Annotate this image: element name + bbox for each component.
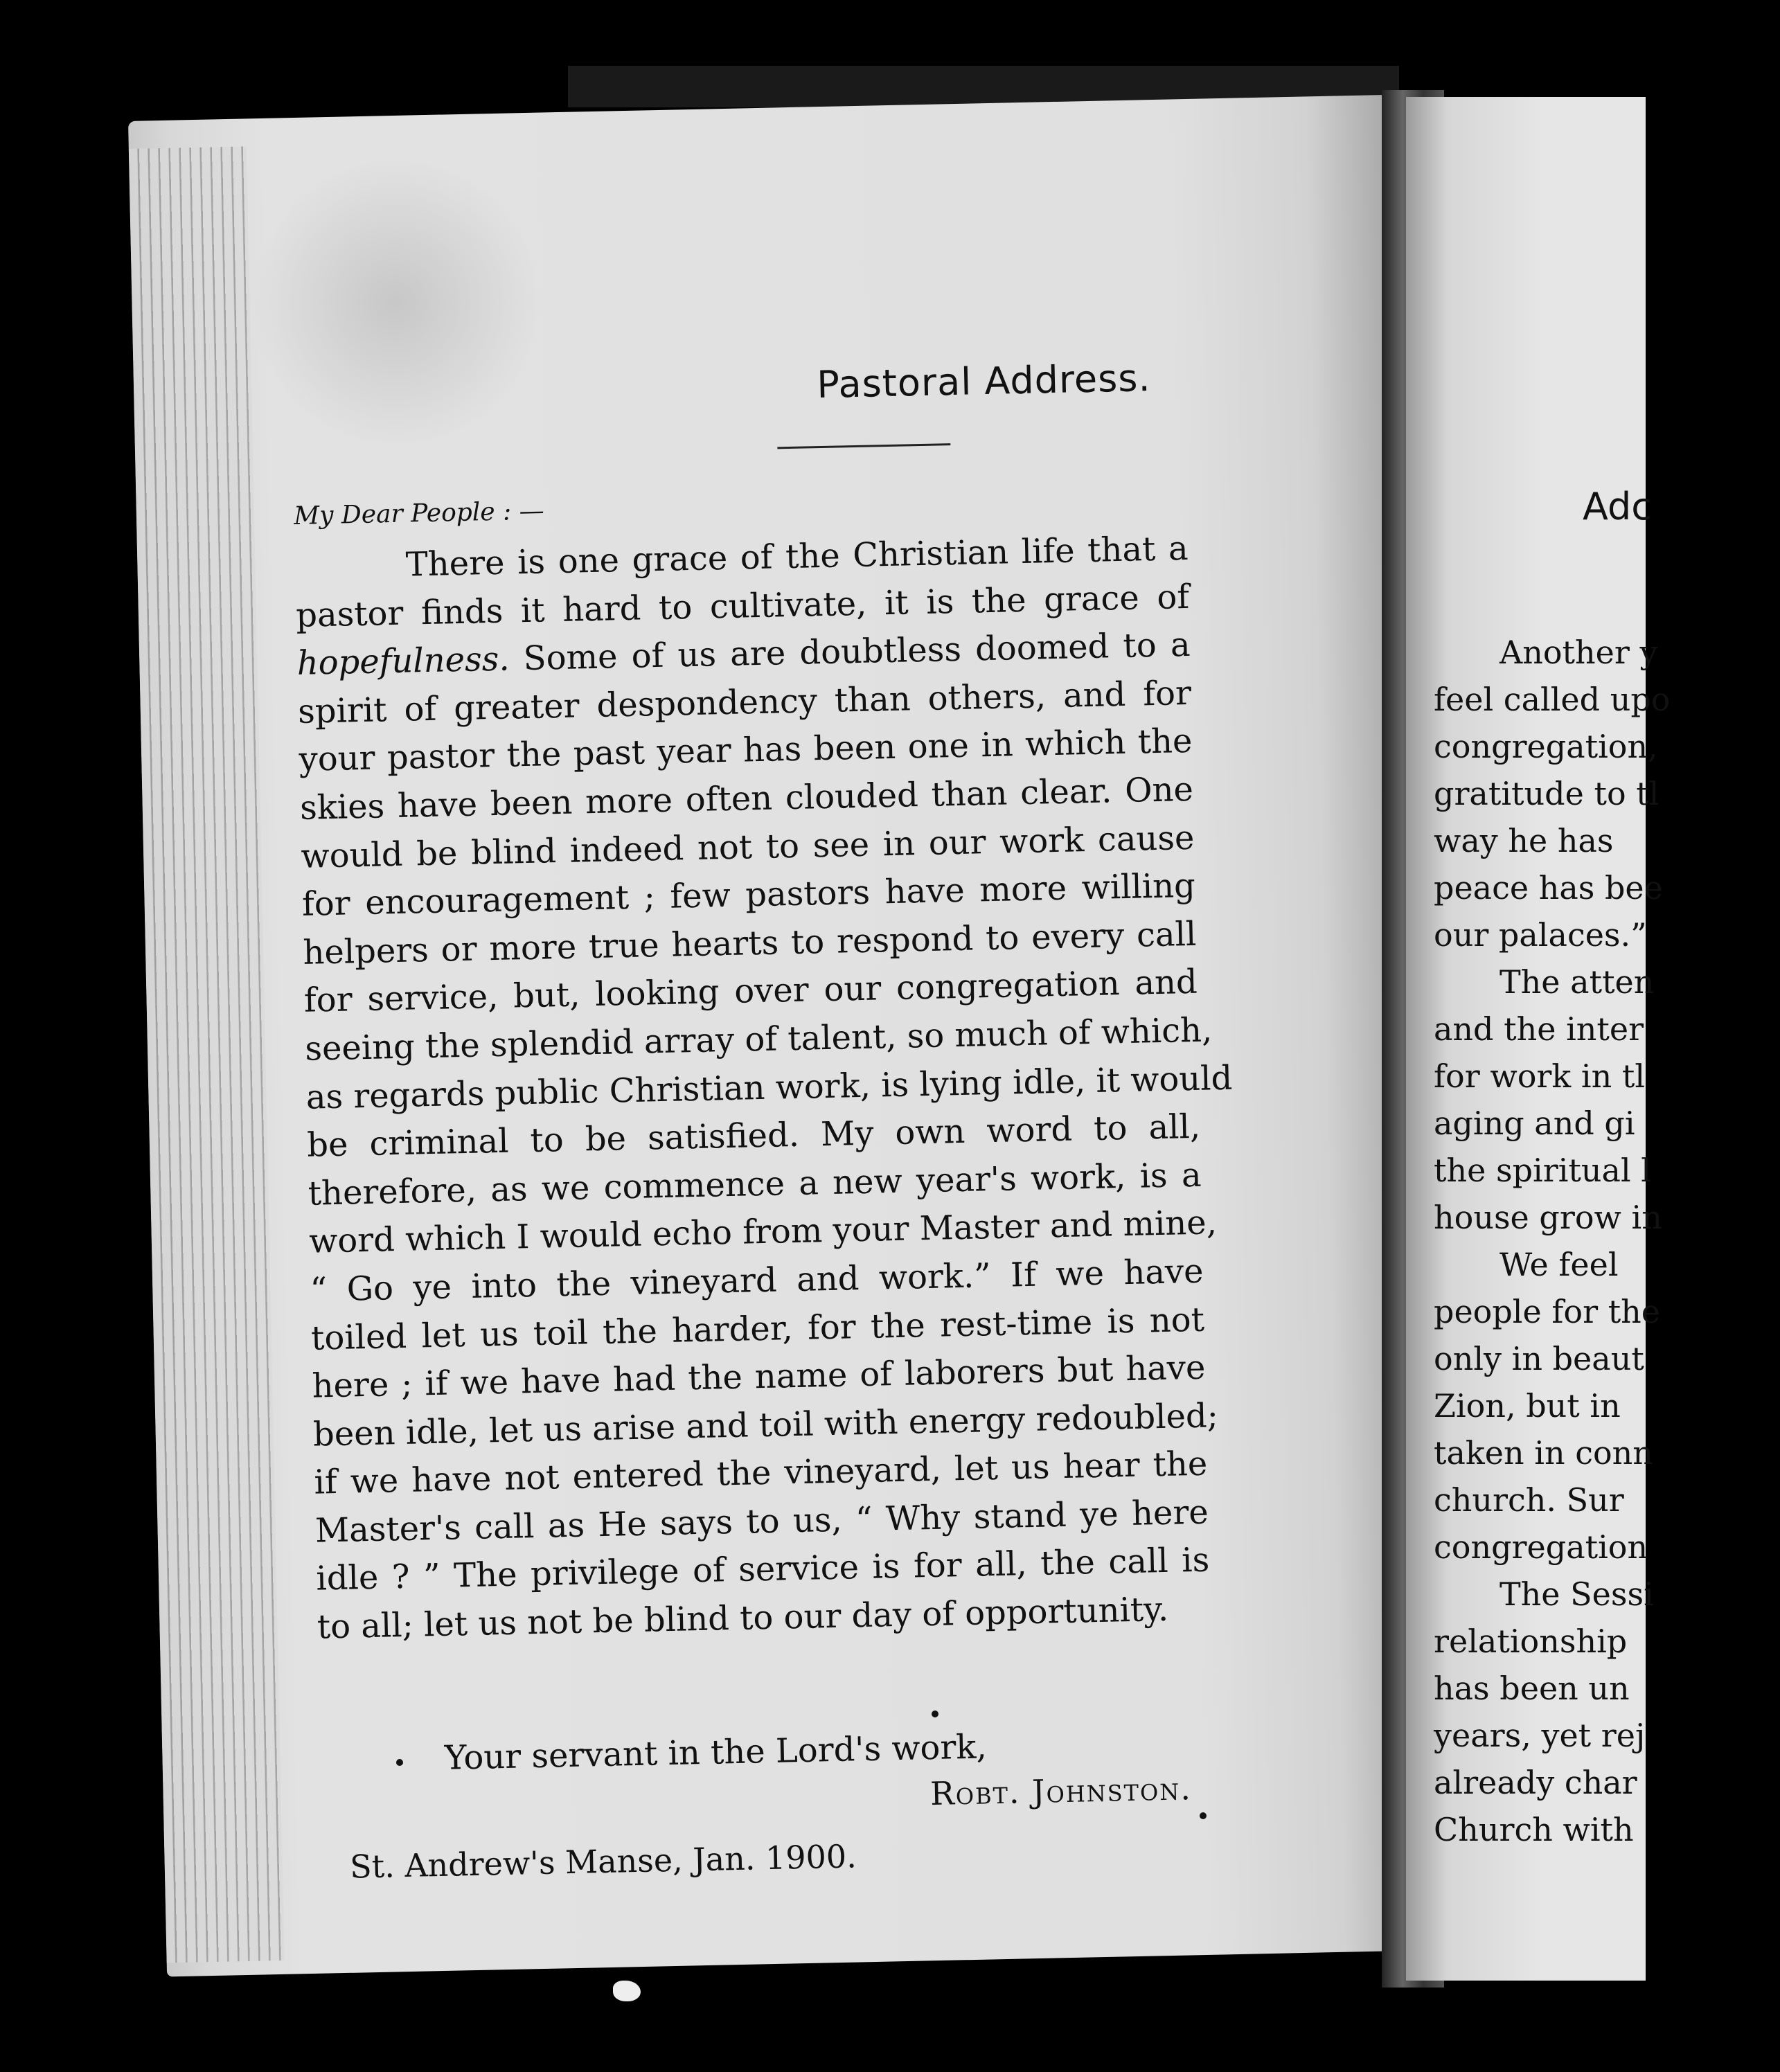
- right-line: congregation: [1434, 1528, 1648, 1566]
- right-line: Zion, but in: [1434, 1387, 1621, 1424]
- text-line: There is one grace of the Christian life that a: [405, 528, 1189, 584]
- right-line: aging and gi: [1434, 1105, 1635, 1142]
- text-line: helpers or more true hearts to respond to every call: [302, 914, 1197, 972]
- right-line: way he has: [1434, 822, 1614, 859]
- right-line: gratitude to tl: [1434, 775, 1659, 812]
- right-line: Church with: [1434, 1811, 1634, 1848]
- salutation: My Dear People : —: [293, 497, 545, 530]
- right-page: [1406, 97, 1671, 1981]
- signature: Robt. Johnston.: [929, 1769, 1193, 1813]
- right-line: for work in tl: [1434, 1057, 1646, 1095]
- right-line: Another y: [1499, 634, 1658, 671]
- right-line: church. Sur: [1434, 1481, 1624, 1519]
- text-line: if we have not entered the vineyard, let us hear the: [313, 1444, 1208, 1502]
- right-line: the spiritual l: [1434, 1152, 1652, 1189]
- right-line: congregation,: [1434, 728, 1658, 765]
- right-line: our palaces.”: [1434, 916, 1647, 954]
- address-body: [294, 525, 1233, 1652]
- text-line: your pastor the past year has been one in which the: [299, 722, 1193, 780]
- closing-line: Your servant in the Lord's work,: [444, 1727, 988, 1778]
- text-line: Master's call as He says to us, “ Why stand ye here: [314, 1492, 1209, 1551]
- text-line: pastor finds it hard to cultivate, it is the grace of: [295, 577, 1190, 635]
- right-page-title: Adc: [1583, 485, 1652, 528]
- paper-speck: [613, 1981, 641, 2001]
- right-line: relationship: [1434, 1623, 1628, 1660]
- dateline: St. Andrew's Manse, Jan. 1900.: [349, 1837, 857, 1886]
- text-line: word which I would echo from your Master and mine,: [308, 1203, 1218, 1262]
- text-line: “ Go ye into the vineyard and work.” If we have: [310, 1251, 1204, 1310]
- right-line: We feel: [1499, 1246, 1619, 1283]
- right-line: and the inter: [1434, 1010, 1644, 1048]
- text-line: be criminal to be satisfied. My own word to all,: [306, 1107, 1201, 1165]
- ink-dot: [932, 1711, 938, 1717]
- right-line: has been un: [1434, 1670, 1630, 1707]
- ink-dot: [1200, 1812, 1207, 1819]
- text-line: to all; let us not be blind to our day of opportunity.: [317, 1589, 1169, 1647]
- right-line: already char: [1434, 1764, 1637, 1801]
- page-title: Pastoral Address.: [816, 356, 1152, 407]
- right-line: only in beaut: [1434, 1340, 1644, 1377]
- right-line: The Sessi: [1499, 1575, 1654, 1613]
- right-line: house grow in: [1434, 1199, 1662, 1236]
- stain: [247, 154, 544, 452]
- text-line: toiled let us toil the harder, for the rest-time is not: [310, 1300, 1205, 1358]
- right-line: The atten: [1499, 963, 1655, 1001]
- right-line: years, yet rej: [1434, 1717, 1646, 1754]
- text-line: skies have been more often clouded than clear. One: [299, 769, 1194, 828]
- text-line: hopefulness. Some of us are doubtless doomed to a: [296, 625, 1191, 684]
- text-line: been idle, let us arise and toil with energy redoubled;: [312, 1395, 1219, 1454]
- text-line: as regards public Christian work, is lying idle, it would: [305, 1058, 1233, 1117]
- text-line: seeing the splendid array of talent, so much of which,: [304, 1010, 1213, 1069]
- text-line: would be blind indeed not to see in our work cause: [301, 818, 1195, 876]
- right-line: feel called upo: [1434, 681, 1671, 718]
- page-edges: [129, 146, 285, 1963]
- right-line: taken in conn: [1434, 1434, 1653, 1472]
- right-line: people for the: [1434, 1293, 1661, 1330]
- text-line: idle ? ” The privilege of service is for all, the call is: [315, 1541, 1210, 1599]
- right-line: peace has bee: [1434, 869, 1663, 906]
- text-line: therefore, as we commence a new year's work, is a: [308, 1155, 1202, 1213]
- ink-dot: [396, 1759, 403, 1766]
- text-line: for service, but, looking over our congregation and: [303, 963, 1198, 1021]
- text-line: spirit of greater despondency than others, and for: [297, 673, 1192, 731]
- text-line: here ; if we have had the name of laborers but have: [312, 1348, 1206, 1406]
- text-line: for encouragement ; few pastors have more willing: [301, 866, 1196, 924]
